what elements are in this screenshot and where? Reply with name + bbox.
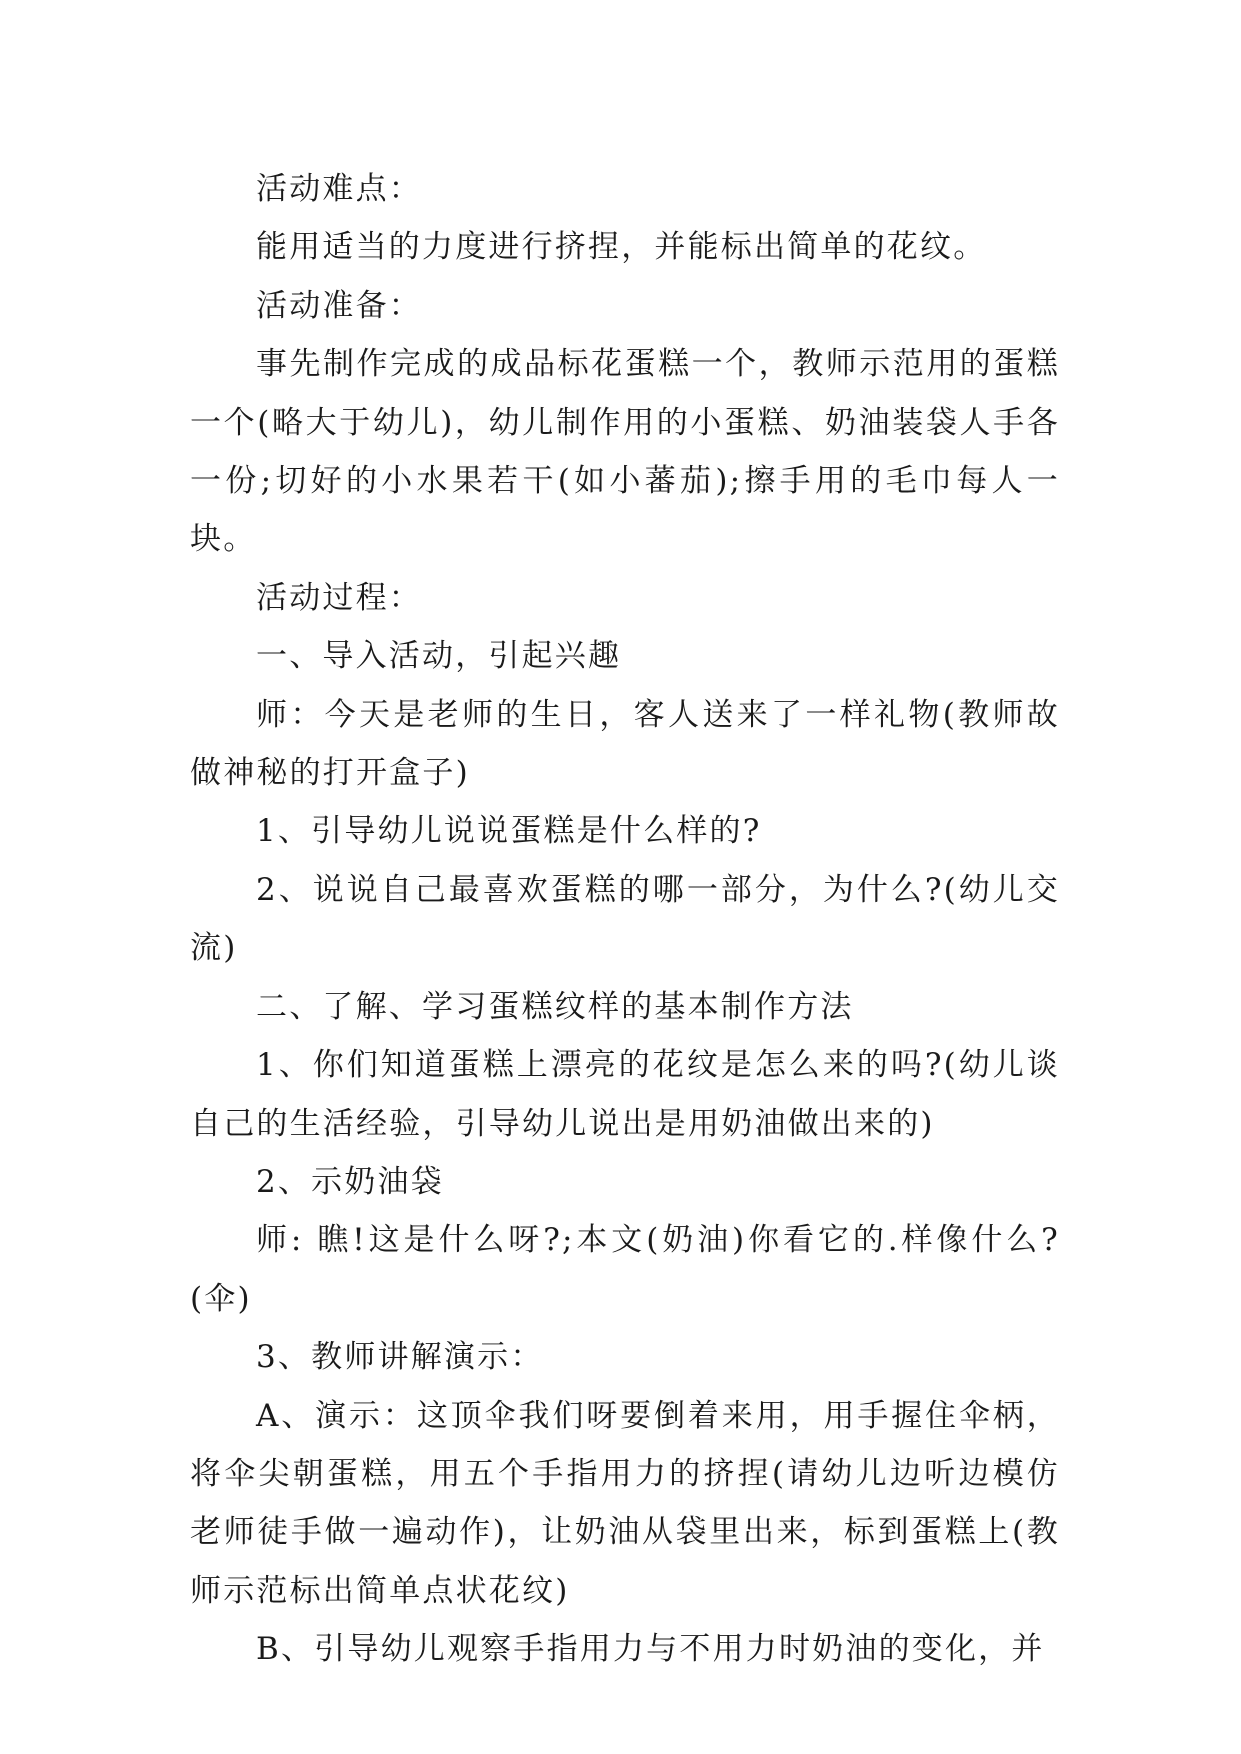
paragraph-demo-a: A、演示：这顶伞我们呀要倒着来用，用手握住伞柄，将伞尖朝蛋糕，用五个手指用力的挤捏(请幼儿边听边模仿老师徒手做一遍动作)，让奶油从袋里出来，标到蛋糕上(教师示范标出简单点状花纹) [190, 1397, 1060, 1609]
paragraph-difficulty: 能用适当的力度进行挤捏，并能标出简单的花纹。 [256, 229, 987, 266]
list-item: 1、你们知道蛋糕上漂亮的花纹是怎么来的吗?(幼儿谈自己的生活经验，引导幼儿说出是用奶油做出来的) [190, 1047, 1060, 1142]
section-two-title: 二、了解、学习蛋糕纹样的基本制作方法 [256, 988, 854, 1025]
list-item: 2、示奶油袋 [256, 1163, 444, 1200]
paragraph-teacher-intro: 师：今天是老师的生日，客人送来了一样礼物(教师故做神秘的打开盒子) [190, 696, 1060, 792]
paragraph-demo-b: B、引导幼儿观察手指用力与不用力时奶油的变化，并 [256, 1631, 1045, 1668]
document-page [190, 160, 1060, 1679]
section-one-title: 一、导入活动，引起兴趣 [256, 638, 622, 675]
heading-preparation: 活动准备： [256, 287, 422, 324]
heading-difficulty: 活动难点： [256, 171, 422, 207]
paragraph-preparation: 事先制作完成的成品标花蛋糕一个，教师示范用的蛋糕一个(略大于幼儿)，幼儿制作用的小蛋糕、奶油装袋人手各一份;切好的小水果若干(如小蕃茄);擦手用的毛巾每人一块。 [190, 346, 1060, 558]
heading-process: 活动过程： [256, 579, 422, 616]
paragraph-teacher-question: 师: 瞧!这是什么呀?;本文(奶油)你看它的.样像什么?(伞) [190, 1222, 1060, 1317]
list-item: 1、引导幼儿说说蛋糕是什么样的? [256, 813, 762, 850]
list-item: 2、说说自己最喜欢蛋糕的哪一部分，为什么?(幼儿交流) [190, 871, 1060, 967]
list-item: 3、教师讲解演示： [256, 1339, 544, 1376]
